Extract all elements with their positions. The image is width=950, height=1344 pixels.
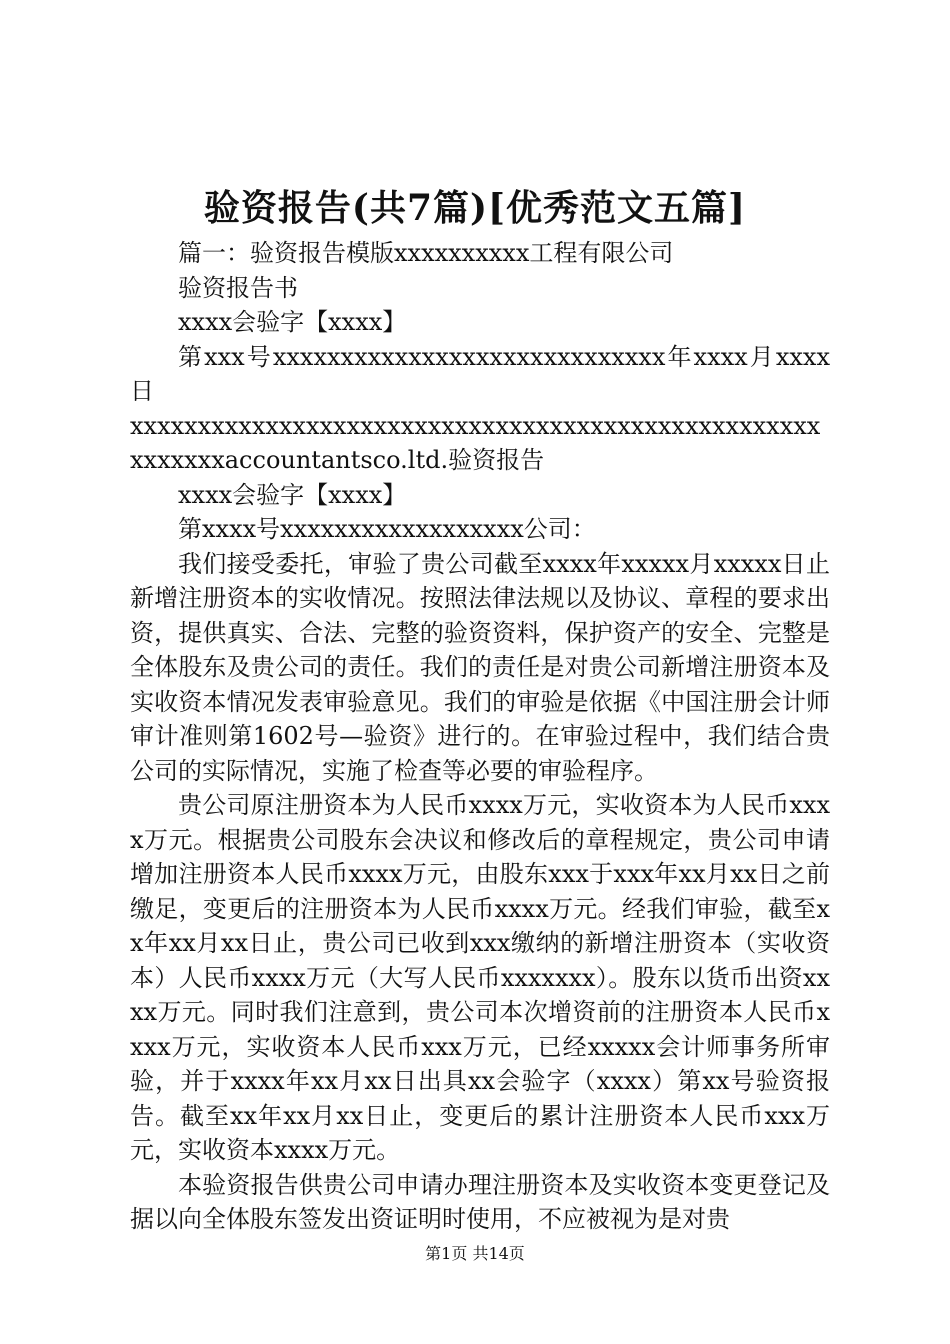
document-title: 验资报告(共7篇)[优秀范文五篇] xyxy=(203,187,747,229)
paragraph-heading: 篇一：验资报告模版xxxxxxxxxx工程有限公司 xyxy=(178,239,674,267)
paragraph-capital: 贵公司原注册资本为人民币xxxx万元，实收资本为人民币xxxx万元。根据贵公司股东会决议和修改后的章程规定，贵公司申请增加注册资本人民币xxxx万元，由股东xxx于xxx年xx月xx日之前缴足，变更后的注册资本为人民币xxxx万元。经我们审验，截至xx年xx月xx日止，贵公司已收到xxx缴纳的新增注册资本（实收资本）人民币xxxx万元（大写人民币xxxxxxx）。股东以货币出资xxxx万元。同时我们注意到，贵公司本次增资前的注册资本人民币xxxx万元，实收资本人民币xxx万元，已经xxxxx会计师事务所审验，并于xxxx年xx月xx日出具xx会验字（xxxx）第xx号验资报告。截至xx年xx月xx日止，变更后的累计注册资本人民币xxx万元，实收资本xxxx万元。 xyxy=(130,791,830,1164)
paragraph-usage: 本验资报告供贵公司申请办理注册资本及实收资本变更登记及据以向全体股东签发出资证明时使用，不应被视为是对贵 xyxy=(130,1170,830,1233)
document-body xyxy=(130,236,830,1237)
page-footer: 第1页 共14页 xyxy=(425,1244,525,1263)
paragraph-report-code: xxxx会验字【xxxx】 xyxy=(178,308,407,336)
paragraph-report-name: 验资报告书 xyxy=(178,273,298,302)
paragraph-report-number-date: 第xxx号xxxxxxxxxxxxxxxxxxxxxxxxxxxxx年xxxx月xxxx日 xyxy=(130,342,830,405)
paragraph-engagement: 我们接受委托，审验了贵公司截至xxxx年xxxxx月xxxxx日止新增注册资本的实收情况。按照法律法规以及协议、章程的要求出资，提供真实、合法、完整的验资资料，保护资产的安全、完整是全体股东及贵公司的责任。我们的责任是对贵公司新增注册资本及实收资本情况发表审验意见。我们的审验是依据《中国注册会计师审计准则第1602号—验资》进行的。在审验过程中，我们结合贵公司的实际情况，实施了检查等必要的审验程序。 xyxy=(130,549,830,785)
paragraph-report-code-2: xxxx会验字【xxxx】 xyxy=(178,480,407,509)
paragraph-addressee: 第xxxx号xxxxxxxxxxxxxxxxxx公司： xyxy=(178,515,596,543)
paragraph-firm-name: xxxxxxxxxxxxxxxxxxxxxxxxxxxxxxxxxxxxxxxxxxxxxxxxxxxxxxxxxxaccountantsco.ltd.验资报告 xyxy=(130,411,821,474)
